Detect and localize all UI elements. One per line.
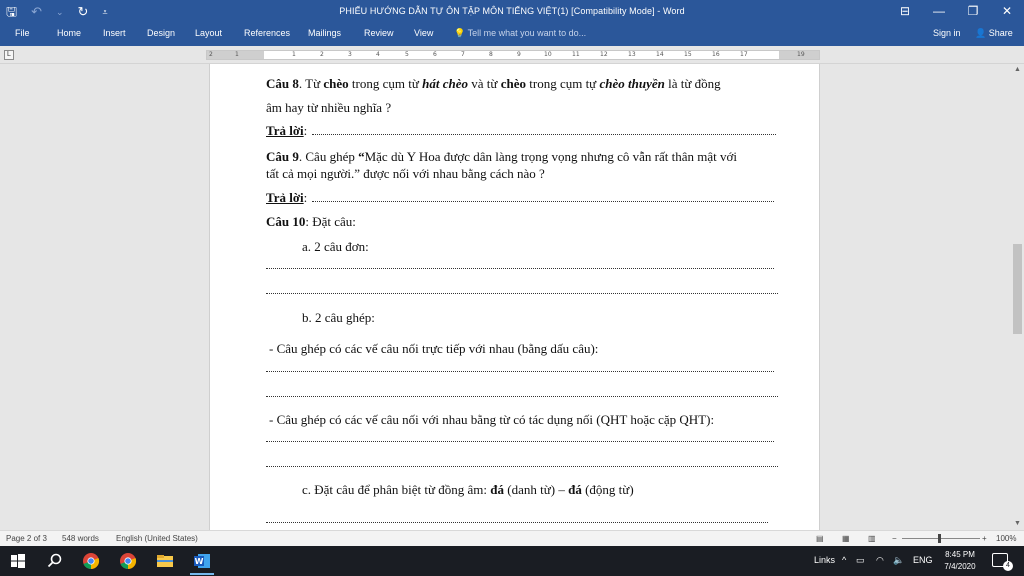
person-icon: 👤 [975, 28, 987, 38]
undo-dropdown-icon[interactable]: ⌄ [55, 7, 64, 17]
q10-part-a: a. 2 câu đơn: [302, 239, 369, 254]
ruler-tick: 17 [740, 51, 748, 58]
tab-references[interactable]: References [244, 28, 291, 38]
scroll-up-icon[interactable]: ▲ [1014, 66, 1021, 73]
answer-line[interactable] [312, 134, 776, 135]
web-layout-icon[interactable]: ▥ [868, 534, 876, 543]
ruler-tick: 19 [797, 51, 805, 58]
show-hidden-icons-icon[interactable]: ^ [842, 555, 847, 565]
clock-date: 7/4/2020 [944, 562, 976, 571]
notification-count-badge: 4 [1003, 561, 1013, 571]
word-icon[interactable] [193, 552, 211, 570]
q10-part-b1: - Câu ghép có các vế câu nối trực tiếp với nhau (bằng dấu câu): [269, 341, 599, 356]
customize-toolbar-icon[interactable]: ⩡ [102, 7, 108, 17]
zoom-level[interactable]: 100% [996, 534, 1017, 543]
page-count[interactable]: Page 2 of 3 [6, 534, 47, 543]
vertical-scrollbar[interactable] [1011, 64, 1024, 530]
answer-line[interactable] [266, 293, 778, 294]
status-bar [0, 530, 1024, 546]
sign-in-link[interactable]: Sign in [933, 28, 961, 38]
tab-mailings[interactable]: Mailings [308, 28, 342, 38]
ruler-tick: 7 [461, 51, 465, 58]
answer-line[interactable] [266, 441, 774, 442]
svg-text:W: W [194, 557, 204, 566]
ruler-tick: 13 [628, 51, 636, 58]
zoom-out-button[interactable]: − [892, 534, 897, 543]
q10-part-c: c. Đặt câu để phân biệt từ đồng âm: đá (danh từ) – đá (động từ) [302, 482, 634, 497]
restore-button[interactable]: ❐ [967, 4, 979, 18]
question-9-line-2: tất cả mọi người.” được nối với nhau bằng cách nào ? [266, 166, 545, 181]
search-icon[interactable] [46, 552, 64, 570]
zoom-in-button[interactable]: + [982, 534, 987, 543]
scroll-down-icon[interactable]: ▼ [1014, 520, 1021, 527]
q10-part-b2: - Câu ghép có các vế câu nối với nhau bằng từ có tác dụng nối (QHT hoặc cặp QHT): [269, 412, 715, 427]
language-status[interactable]: English (United States) [116, 534, 198, 543]
scroll-thumb[interactable] [1013, 244, 1022, 334]
share-button[interactable] [975, 28, 1013, 39]
answer-label-8: Trả lời: [266, 123, 308, 138]
answer-line[interactable] [266, 396, 778, 397]
print-layout-icon[interactable]: ▦ [842, 534, 850, 543]
ruler-tick: 11 [572, 51, 580, 58]
ruler-tick: 9 [517, 51, 521, 58]
tab-layout[interactable]: Layout [195, 28, 223, 38]
chrome-icon[interactable] [82, 552, 100, 570]
battery-icon[interactable]: ▭ [856, 555, 865, 565]
file-explorer-icon[interactable] [156, 552, 174, 570]
document-title: PHIẾU HƯỚNG DẪN TỰ ÔN TẬP MÔN TIẾNG VIỆT(1) [Compatibility Mode] - Word [339, 6, 685, 16]
ruler-tick: 14 [656, 51, 664, 58]
question-8-line-1: Câu 8. Từ chèo trong cụm từ hát chèo và từ chèo trong cụm tự chèo thuyền là từ đồng [266, 76, 721, 91]
tab-view[interactable]: View [414, 28, 434, 38]
links-toolbar[interactable]: Links [814, 555, 836, 565]
horizontal-ruler[interactable] [206, 50, 820, 60]
tab-selector[interactable]: L [4, 50, 14, 60]
taskbar [0, 546, 1024, 576]
tab-review[interactable]: Review [364, 28, 394, 38]
ruler-tick: 1 [292, 51, 296, 58]
ruler-tick: 3 [348, 51, 352, 58]
word-count[interactable]: 548 words [62, 534, 99, 543]
system-clock[interactable] [934, 549, 986, 573]
zoom-slider[interactable] [902, 538, 980, 539]
question-9-line-1: Câu 9. Câu ghép “Mặc dù Y Hoa được dân làng trọng vọng nhưng cô vẫn rất thân mật với [266, 149, 737, 164]
volume-icon[interactable]: 🔈 [893, 555, 905, 565]
ruler-tick: 10 [544, 51, 552, 58]
active-app-indicator [190, 573, 214, 575]
question-8-line-2: âm hay từ nhiều nghĩa ? [266, 100, 392, 115]
windows-start-icon[interactable] [9, 552, 27, 570]
tab-file[interactable]: File [15, 28, 30, 38]
title-bar [0, 0, 1024, 24]
ruler-tick: 16 [712, 51, 720, 58]
zoom-slider-knob[interactable] [938, 534, 941, 543]
input-language[interactable]: ENG [913, 555, 933, 565]
save-icon[interactable]: 🖫 [6, 4, 18, 19]
q10-part-b: b. 2 câu ghép: [302, 310, 375, 325]
tab-insert[interactable]: Insert [103, 28, 126, 38]
ruler-tick: 2 [320, 51, 324, 58]
chrome-icon[interactable] [119, 552, 137, 570]
answer-line[interactable] [266, 466, 778, 467]
close-button[interactable]: ✕ [1001, 4, 1013, 18]
ribbon-display-options-button[interactable]: ⊟ [899, 4, 911, 18]
ruler-tick: 2 [209, 51, 213, 58]
redo-icon[interactable]: ↻ [77, 4, 89, 19]
tab-home[interactable]: Home [57, 28, 82, 38]
minimize-button[interactable]: — [933, 4, 945, 18]
read-mode-icon[interactable]: ▤ [816, 534, 824, 543]
tell-me-text: Tell me what you want to do... [467, 28, 587, 38]
window-controls [888, 0, 1024, 24]
share-label: Share [988, 28, 1013, 38]
answer-line[interactable] [312, 201, 774, 202]
undo-icon[interactable]: ↶ [31, 4, 42, 19]
wifi-icon[interactable]: ◠ [876, 555, 884, 565]
ruler-row [0, 46, 1024, 64]
tab-design[interactable]: Design [147, 28, 176, 38]
lightbulb-icon: 💡 [454, 28, 466, 38]
clock-time: 8:45 PM [945, 550, 975, 559]
tell-me-search[interactable] [454, 28, 586, 39]
ruler-ticks [207, 51, 819, 59]
ribbon-tabs [0, 24, 1024, 46]
document-page[interactable] [209, 64, 820, 530]
ruler-tick: 6 [433, 51, 437, 58]
ruler-tick: 12 [600, 51, 608, 58]
ruler-tick: 5 [405, 51, 409, 58]
answer-line[interactable] [266, 268, 774, 269]
question-10-heading: Câu 10: Đặt câu: [266, 214, 356, 229]
answer-line[interactable] [266, 371, 774, 372]
answer-line[interactable] [266, 522, 768, 523]
ruler-tick: 1 [235, 51, 239, 58]
ruler-tick: 15 [684, 51, 692, 58]
ruler-tick: 8 [489, 51, 493, 58]
ruler-tick: 4 [376, 51, 380, 58]
answer-label-9: Trả lời: [266, 190, 308, 205]
